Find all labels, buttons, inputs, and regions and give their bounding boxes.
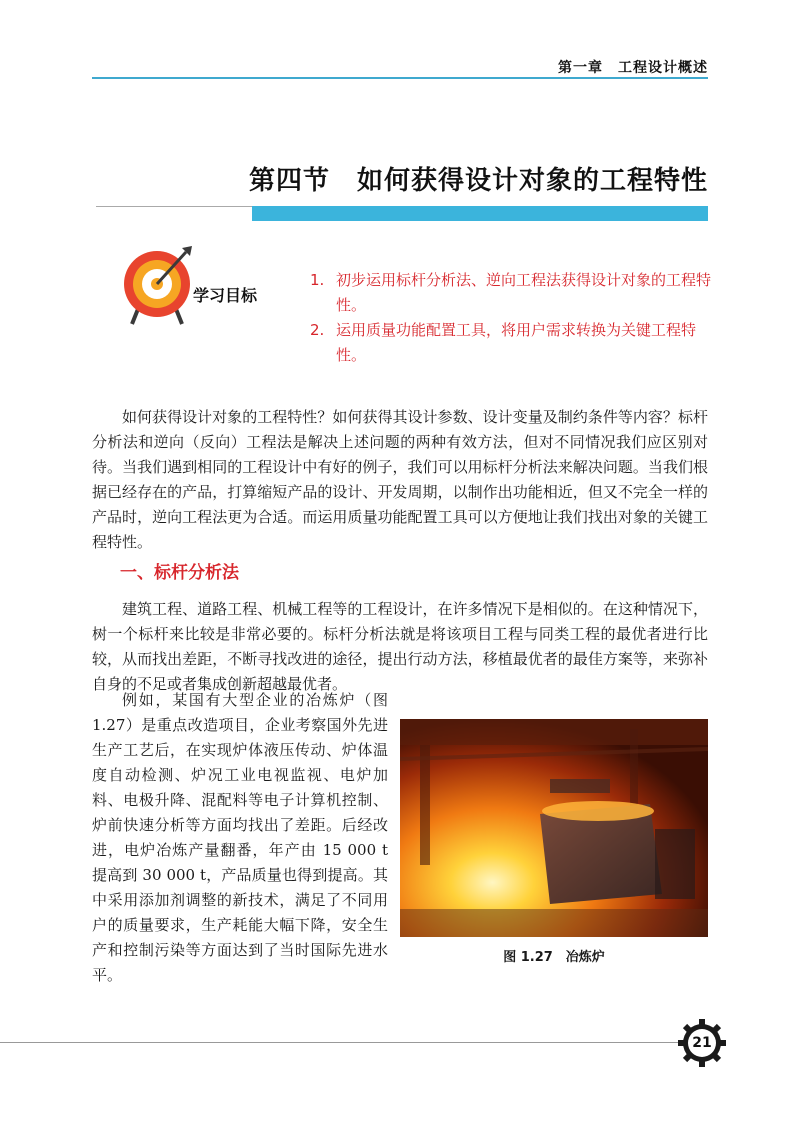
title-accent-bar [252,206,708,221]
footer-rule [0,1042,680,1043]
title-thin-rule [96,206,256,207]
section-title: 第四节 如何获得设计对象的工程特性 [248,166,708,196]
objective-text: 初步运用标杆分析法、逆向工程法获得设计对象的工程特性。 [336,271,712,314]
page-number: 21 [692,1035,712,1051]
intro-paragraph: 如何获得设计对象的工程特性？如何获得其设计参数、设计变量及制约条件等内容？标杆分析法和逆向（反向）工程法是解决上述问题的两种有效方法，但对不同情况我们应区别对待。当我们遇到相同的工程设计中有好的例子，我们可以用标杆分析法来解决问题。当我们根据已经存在的产品，打算缩短产品的设计、开发周期，以制作出功能相近，但又不完全一样的产品时，逆向工程法更为合适。而运用质量功能配置工具可以方便地让我们找出对象的关键工程特性。 [92,408,708,551]
smelting-furnace-photo [400,719,708,937]
benchmark-paragraph: 建筑工程、道路工程、机械工程等的工程设计，在许多情况下是相似的。在这种情况下，树一个标杆来比较是非常必要的。标杆分析法就是将该项目工程与同类工程的最优者进行比较，从而找出差距，不断寻找改进的途径，提出行动方法，移植最优者的最佳方案等，来弥补自身的不足或者集成创新超越最优者。 [92,600,708,693]
objectives-label: 学习目标 [193,286,258,305]
chapter-header: 第一章 工程设计概述 [558,60,708,76]
subsection-title: 一、标杆分析法 [120,563,239,583]
target-icon [118,244,196,326]
header-rule [92,77,708,79]
objective-number: 2. [310,321,325,339]
figure-caption: 图 1.27 冶炼炉 [503,950,605,965]
objective-number: 1. [310,271,325,289]
objective-text: 运用质量功能配置工具，将用户需求转换为关键工程特性。 [336,321,697,364]
objectives-list [310,268,720,368]
example-paragraph: 例如，某国有大型企业的冶炼炉（图 1.27）是重点改造项目，企业考察国外先进生产工艺后，在实现炉体液压传动、炉体温度自动检测、炉况工业电视监视、电炉加料、电极升降、混配料等电子计算机控制、炉前快速分析等方面均找出了差距。后经改进，电炉冶炼产量翻番，年产由 15 000 t 提高到 30 000 t，产品质量也得到提高。其中采用添加剂调整的新技术，满足了不同用户的质量要求，生产耗能大幅下降，安全生产和控制污染等方面达到了当时国际先进水平。 [92,691,388,984]
objective-item [310,268,720,318]
objective-item [310,318,720,368]
